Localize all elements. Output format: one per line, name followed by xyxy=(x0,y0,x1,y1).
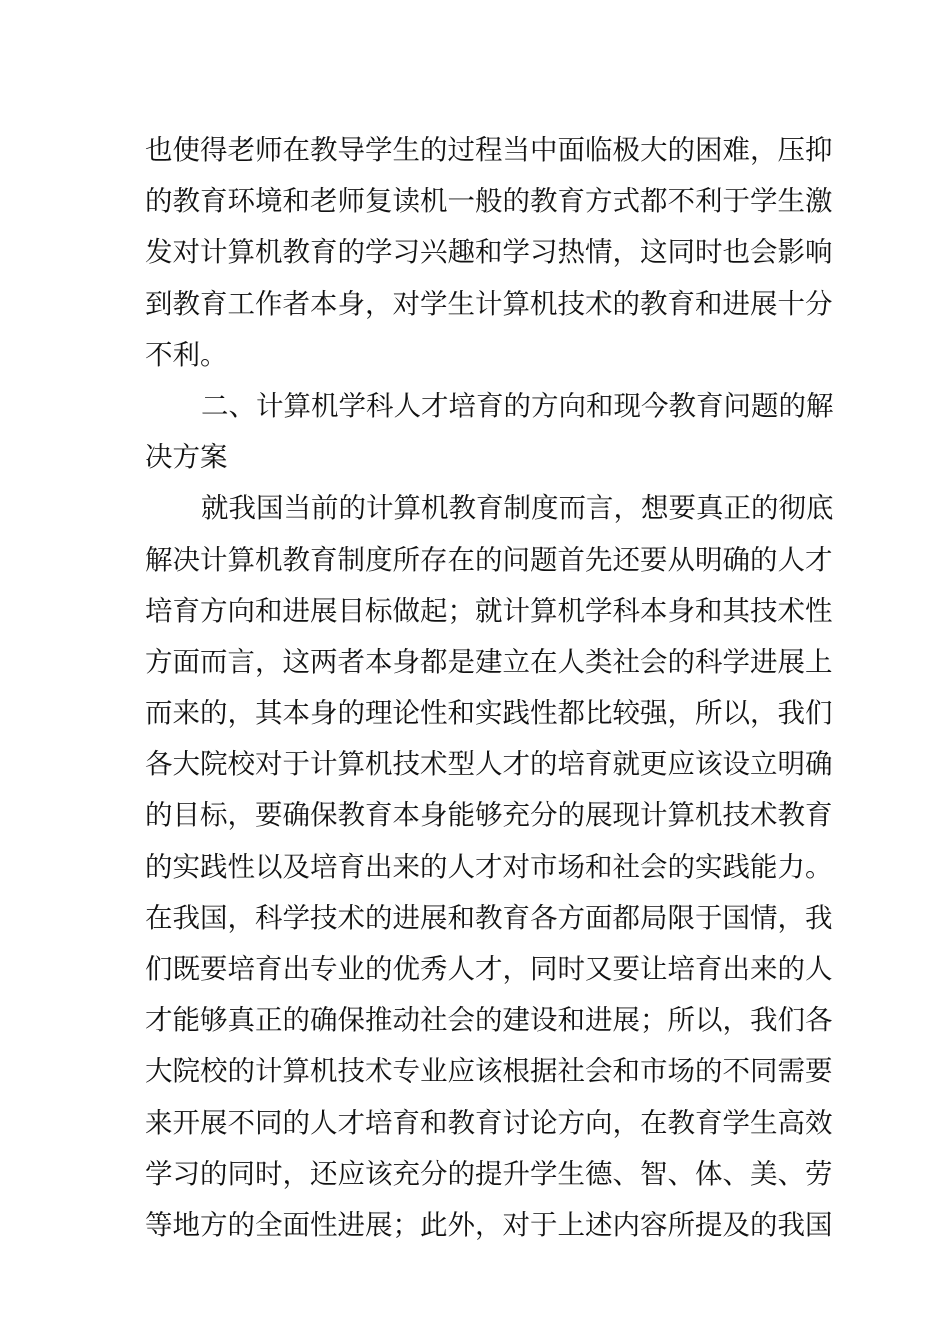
body-line: 的目标，要确保教育本身能够充分的展现计算机技术教育 xyxy=(145,799,833,832)
body-line: 解决计算机教育制度所存在的问题首先还要从明确的人才 xyxy=(145,543,833,576)
document-page xyxy=(145,125,834,1245)
body-line: 培育方向和进展目标做起；就计算机学科本身和其技术性 xyxy=(145,594,833,627)
body-line: 方面而言，这两者本身都是建立在人类社会的科学进展上 xyxy=(145,645,833,678)
body-line: 们既要培育出专业的优秀人才，同时又要让培育出来的人 xyxy=(145,953,833,985)
body-line: 大院校的计算机技术专业应该根据社会和市场的不同需要 xyxy=(145,1055,833,1088)
body-line: 在我国，科学技术的进展和教育各方面都局限于国情，我 xyxy=(145,901,833,934)
body-line: 各大院校对于计算机技术型人才的培育就更应该设立明确 xyxy=(145,748,833,781)
body-line: 也使得老师在教导学生的过程当中面临极大的困难，压抑 xyxy=(145,134,833,166)
body-line: 不利。 xyxy=(145,338,228,371)
body-line: 的实践性以及培育出来的人才对市场和社会的实践能力。 xyxy=(145,850,833,883)
body-line: 学习的同时，还应该充分的提升学生德、智、体、美、劳 xyxy=(145,1157,833,1190)
body-line: 发对计算机教育的学习兴趣和学习热情，这同时也会影响 xyxy=(145,236,833,269)
body-line: 的教育环境和老师复读机一般的教育方式都不利于学生激 xyxy=(145,185,833,218)
section-heading: 决方案 xyxy=(145,441,228,474)
body-line: 而来的，其本身的理论性和实践性都比较强，所以，我们 xyxy=(145,697,833,730)
body-line: 等地方的全面性进展；此外，对于上述内容所提及的我国 xyxy=(145,1208,833,1241)
body-line: 才能够真正的确保推动社会的建设和进展；所以，我们各 xyxy=(145,1004,833,1037)
body-line: 就我国当前的计算机教育制度而言，想要真正的彻底 xyxy=(201,492,834,525)
body-line: 来开展不同的人才培育和教育讨论方向，在教育学生高效 xyxy=(145,1106,833,1139)
body-line: 到教育工作者本身，对学生计算机技术的教育和进展十分 xyxy=(145,287,833,320)
section-heading: 二、计算机学科人才培育的方向和现今教育问题的解 xyxy=(201,389,834,422)
